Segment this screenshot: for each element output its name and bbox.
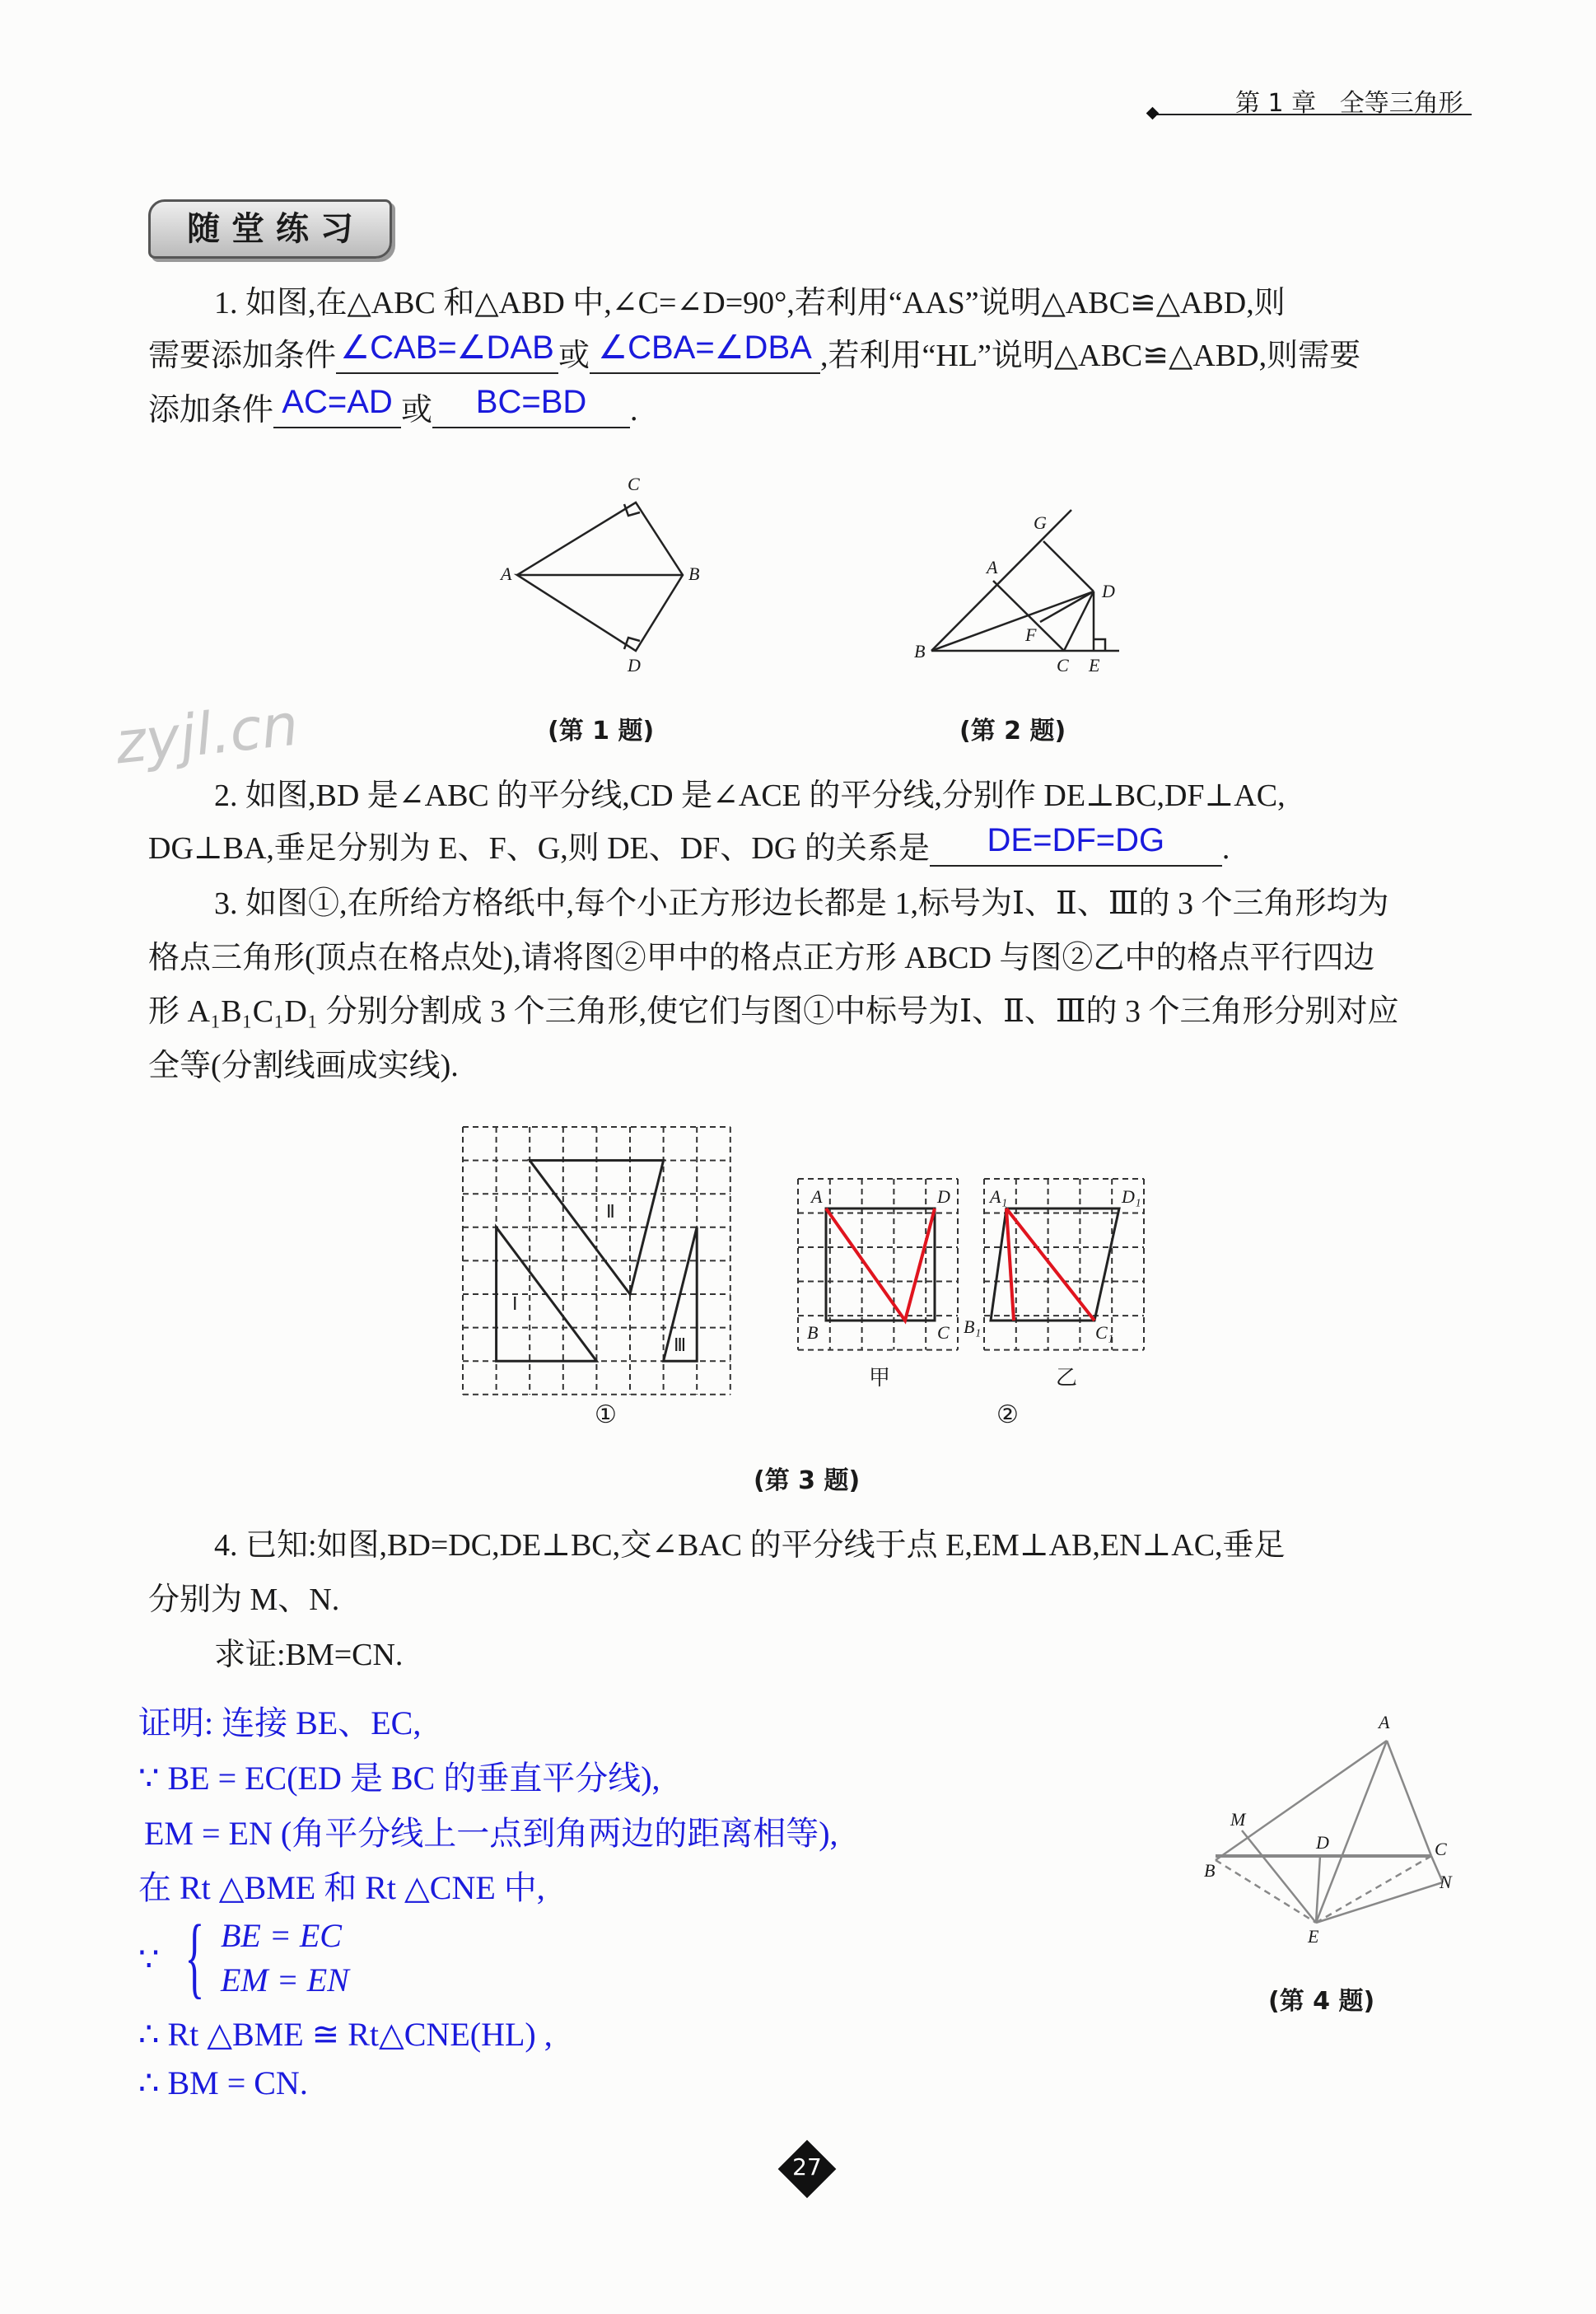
proof-line-2: ∵ BE = EC(ED 是 BC 的垂直平分线), (138, 1760, 660, 1797)
proof-brace-1: BE = EC (221, 1917, 342, 1954)
q1-answer-1: ∠CAB=∠DAB (340, 330, 554, 366)
fig3-label-III: Ⅲ (674, 1335, 687, 1355)
q3-line2: 格点三角形(顶点在格点处),请将图②甲中的格点正方形 ABCD 与图②乙中的格点平行四边 (148, 941, 1375, 975)
fig4-label-c: C (1435, 1839, 1447, 1859)
fig3-number-1: ① (595, 1401, 617, 1428)
fig2-caption: (第 2 题) (959, 717, 1066, 746)
fig4-label-m: M (1230, 1809, 1246, 1830)
fig4-caption: (第 4 题) (1268, 1987, 1375, 2016)
fig3-jia-label: 甲 (869, 1366, 891, 1390)
q2-line1: 2. 如图,BD 是∠ABC 的平分线,CD 是∠ACE 的平分线,分别作 DE⊥BC,DF⊥AC, (214, 778, 1286, 813)
q1-or-2: 或 (401, 393, 433, 428)
q1-line2-post: ,若利用“HL”说明△ABC≌△ABD,则需要 (820, 339, 1361, 373)
fig2-label-a: A (987, 557, 998, 577)
fig4-label-n: N (1440, 1872, 1452, 1892)
page-number: 27 (792, 2153, 822, 2181)
fig2-label-b: B (914, 641, 926, 661)
fig2-label-e: E (1089, 655, 1100, 676)
fig3-yi-b1: B₁ (964, 1316, 982, 1337)
fig3-label-I: Ⅰ (512, 1293, 518, 1314)
proof-brace-2: EM = EN (221, 1961, 349, 1998)
q3-line4: 全等(分割线画成实线). (148, 1049, 459, 1083)
q4-line2: 分别为 M、N. (148, 1582, 340, 1617)
watermark: zyjl.cn (112, 690, 301, 778)
q1-answer-4: BC=BD (475, 384, 587, 420)
q2-answer: DE=DF=DG (987, 822, 1165, 858)
fig3-jia-c: C (937, 1322, 950, 1343)
fig3-yi-d1: D₁ (1122, 1186, 1141, 1207)
proof-line-4: 在 Rt △BME 和 Rt △CNE 中, (138, 1869, 545, 1906)
fig3-number-2: ② (996, 1401, 1019, 1428)
fig1-label-c: C (628, 474, 640, 494)
q1-line3-pre: 添加条件 (148, 393, 274, 428)
fig2-label-g: G (1034, 512, 1047, 533)
q1-or-1: 或 (558, 339, 590, 373)
q1-line3-post: . (630, 393, 638, 428)
q2-line2-post: . (1221, 831, 1230, 866)
fig3-yi-a1: A₁ (990, 1186, 1008, 1207)
fig1-caption: (第 1 题) (548, 717, 655, 746)
fig4-label-b: B (1204, 1860, 1216, 1881)
proof-line-6: ∴ BM = CN. (138, 2064, 308, 2101)
fig4-label-d: D (1316, 1832, 1329, 1853)
fig3-yi-c1: C₁ (1095, 1322, 1114, 1343)
q1-line2-pre: 需要添加条件 (148, 339, 337, 373)
q4-line3: 求证:BM=CN. (214, 1638, 404, 1672)
fig3-yi-label: 乙 (1056, 1366, 1078, 1390)
fig4-label-a: A (1379, 1712, 1390, 1732)
q3-line1: 3. 如图①,在所给方格纸中,每个小正方形边长都是 1,标号为Ⅰ、Ⅱ、Ⅲ的 3 个三角形均为 (214, 886, 1389, 921)
q1-answer-2: ∠CBA=∠DBA (598, 330, 812, 366)
chapter-number: 第 1 章 (1235, 89, 1317, 118)
fig2-label-d: D (1102, 581, 1115, 601)
proof-because-symbol: ∵ (138, 1941, 160, 1978)
fig1-label-a: A (501, 563, 512, 584)
fig2-label-c: C (1057, 655, 1069, 676)
fig1-label-b: B (688, 563, 700, 584)
section-label-text: 随 堂 练 习 (187, 210, 353, 248)
fig2-label-f: F (1025, 624, 1037, 645)
proof-line-5: ∴ Rt △BME ≅ Rt△CNE(HL) , (138, 2016, 553, 2053)
fig3-label-II: Ⅱ (606, 1201, 615, 1222)
q4-line1: 4. 已知:如图,BD=DC,DE⊥BC,交∠BAC 的平分线于点 E,EM⊥AB,EN⊥AC,垂足 (214, 1528, 1286, 1563)
fig3-jia-b: B (807, 1322, 819, 1343)
q3-line3: 形 A₁B₁C₁D₁ 分别分割成 3 个三角形,使它们与图①中标号为Ⅰ、Ⅱ、Ⅲ的 3 个三角形分别对应 (148, 994, 1399, 1029)
q2-line2-pre: DG⊥BA,垂足分别为 E、F、G,则 DE、DF、DG 的关系是 (148, 831, 930, 866)
proof-line-1: 证明: 连接 BE、EC, (138, 1704, 422, 1741)
proof-line-3: EM = EN (角平分线上一点到角两边的距离相等), (144, 1815, 838, 1852)
fig3-jia-a: A (811, 1186, 823, 1207)
chapter-title: 全等三角形 (1339, 89, 1463, 118)
fig4-label-e: E (1308, 1926, 1319, 1947)
fig1-label-d: D (628, 655, 641, 676)
proof-brace: { (184, 1906, 205, 2007)
q1-line1: 1. 如图,在△ABC 和△ABD 中,∠C=∠D=90°,若利用“AAS”说明△ABC≌△ABD,则 (214, 286, 1286, 320)
fig3-jia-d: D (937, 1186, 950, 1207)
q1-answer-3: AC=AD (282, 384, 393, 420)
fig3-caption: (第 3 题) (754, 1466, 861, 1495)
